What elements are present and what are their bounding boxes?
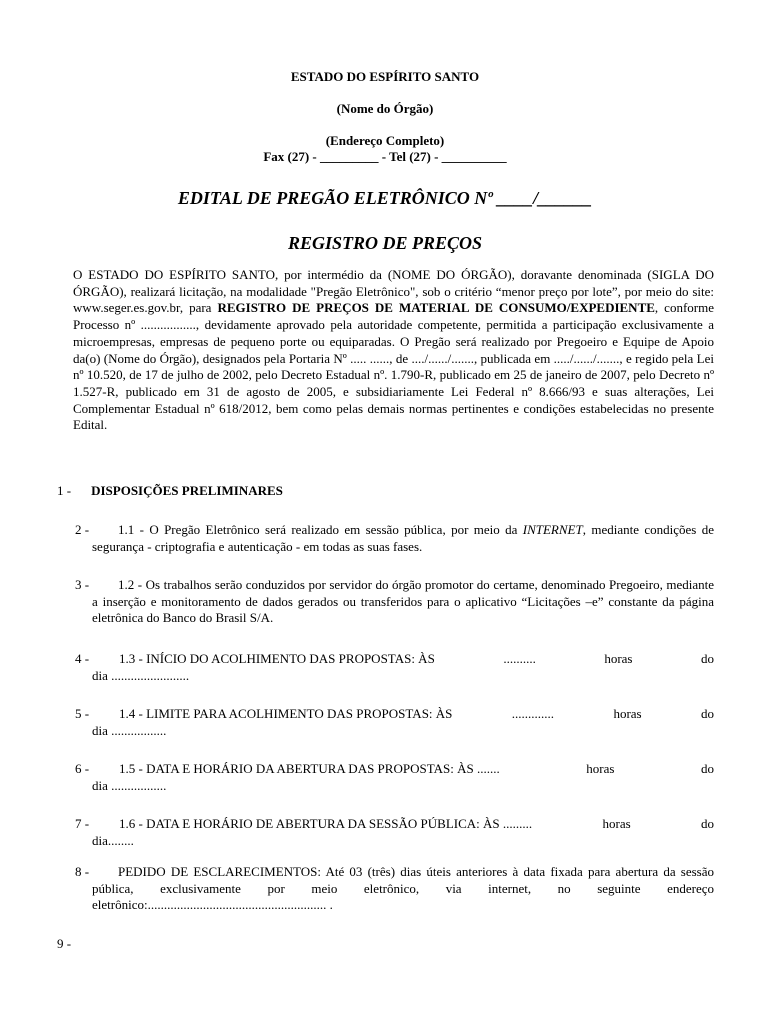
item-dia: dia .................	[92, 722, 167, 738]
item-dots: .............	[511, 706, 555, 721]
list-item	[57, 761, 714, 794]
item-label: 1.4 - LIMITE PARA ACOLHIMENTO DAS PROPOSTAS: ÀS	[119, 706, 453, 721]
item-line	[119, 761, 714, 778]
item-number: 8 -	[75, 864, 90, 879]
header-contact: Fax (27) - _________ - Tel (27) - __________	[263, 149, 507, 164]
item-number: 5 -	[75, 706, 90, 721]
item-do: do	[701, 706, 714, 721]
intro-bold-object: REGISTRO DE PREÇOS DE MATERIAL DE CONSUMO/EXPEDIENTE	[217, 300, 655, 316]
item-line	[119, 816, 714, 833]
item-number: 6 -	[75, 761, 90, 776]
item-dots: ..........	[503, 651, 536, 666]
header-state: ESTADO DO ESPÍRITO SANTO	[290, 69, 480, 84]
section-title: DISPOSIÇÕES PRELIMINARES	[91, 483, 283, 498]
item-horas: horas	[604, 651, 633, 666]
list-item	[57, 651, 714, 684]
section-heading	[57, 483, 283, 499]
item-horas: horas	[602, 816, 631, 831]
item-number: 4 -	[75, 651, 90, 666]
item-number: 3 -	[75, 577, 90, 592]
item-text: PEDIDO DE ESCLARECIMENTOS: Até 03 (três) dias úteis anteriores à data fixada para abertura da sessão pública, exclusivamente por meio eletrônico, via internet, no seguinte endereço eletrônico:....................................................... .	[92, 864, 714, 912]
item-text	[92, 522, 714, 555]
item-line	[119, 706, 714, 723]
item-do: do	[701, 816, 714, 831]
list-item	[57, 577, 714, 627]
item-dia: dia........	[92, 832, 134, 848]
item-number: 7 -	[75, 816, 90, 831]
item-label: 1.5 - DATA E HORÁRIO DA ABERTURA DAS PROPOSTAS: ÀS .......	[119, 761, 500, 776]
header-address: (Endereço Completo)	[325, 133, 445, 148]
item-text-pre: 1.1 - O Pregão Eletrônico será realizado em sessão pública, por meio da	[118, 522, 523, 537]
list-item	[57, 816, 714, 849]
item-text: 1.2 - Os trabalhos serão conduzidos por servidor do órgão promotor do certame, denominado Pregoeiro, mediante a inserção e monitoramento de dados gerados ou transferidos para o aplicativo “Licitações –e” constante da página eletrônica do Banco do Brasil S/A.	[92, 577, 714, 625]
item-dia: dia ........................	[92, 667, 190, 683]
intro-paragraph	[73, 267, 714, 434]
intro-text-2: , conforme Processo nº ................., devidamente aprovado pela autoridade competente, permitida a participação exclusivamente a microempresas, empresas de pequeno porte ou equiparadas. O Pregão será realizado por Pregoeiro e Equipe de Apoio da(o) (Nome do Órgão), designados pela Portaria Nº ..... ......, de ..../....../......., publicada em ...../....../......., e regido pela Lei nº 10.520, de 17 de julho de 2002, pelo Decreto Estadual nº. 1.790-R, publicado em 25 de janeiro de 2007, pelo Decreto nº 1.527-R, publicado em 31 de agosto de 2005, e subsidiariamente Lei Federal nº 8.666/93 e suas alterações, Lei Complementar Estadual nº 618/2012, bem como pelas demais normas pertinentes e condições estabelecidas no presente Edital.	[73, 300, 714, 433]
section-number: 1 -	[57, 483, 72, 498]
item-dia: dia .................	[92, 777, 167, 793]
document-title: EDITAL DE PREGÃO ELETRÔNICO Nº ____/______	[177, 188, 593, 208]
intro-text-1: O ESTADO DO ESPÍRITO SANTO, por intermédio da (NOME DO ÓRGÃO), doravante denominada (SIGLA DO ÓRGÃO), realizará licitação, na modalidade "Pregão Eletrônico", sob o critério “menor preço por lote”, por meio do site: www.seger.es.gov.br, para	[73, 267, 714, 316]
item-line	[119, 651, 714, 668]
list-item	[57, 864, 714, 914]
item-number-9: 9 -	[57, 936, 72, 951]
header-org-name: (Nome do Órgão)	[336, 101, 434, 116]
list-item	[57, 706, 714, 739]
item-do: do	[700, 651, 714, 666]
document-subtitle: REGISTRO DE PREÇOS	[287, 233, 483, 253]
item-do: do	[701, 761, 714, 776]
item-text-italic: INTERNET	[522, 522, 583, 537]
item-label: 1.6 - DATA E HORÁRIO DE ABERTURA DA SESSÃO PÚBLICA: ÀS .........	[119, 816, 533, 831]
item-number: 2 -	[75, 522, 90, 537]
item-horas: horas	[586, 761, 615, 776]
item-label: 1.3 - INÍCIO DO ACOLHIMENTO DAS PROPOSTAS: ÀS	[119, 651, 435, 666]
item-text-post: , mediante condições de segurança - criptografia e autenticação - em todas as suas fases.	[92, 522, 714, 554]
list-item	[57, 522, 714, 555]
item-horas: horas	[613, 706, 642, 721]
